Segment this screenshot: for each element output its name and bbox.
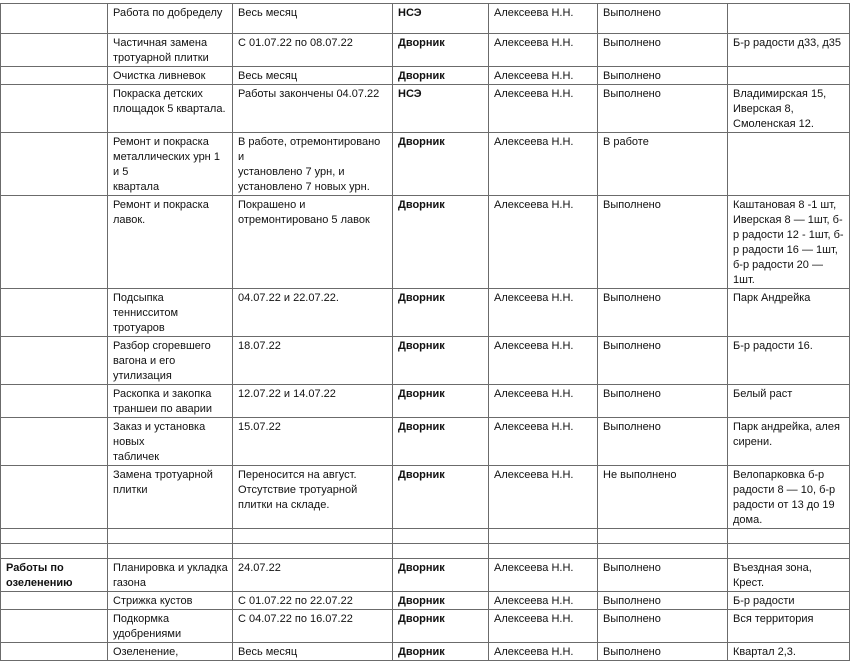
table-row: [1, 610, 850, 643]
section-cell: [1, 85, 108, 133]
period-cell: Переносится на август. Отсутствие тротуарной плитки на складе.: [233, 466, 393, 529]
table-row: [1, 592, 850, 610]
executor-cell: Дворник: [393, 592, 489, 610]
location-cell: Квартал 2,3.: [728, 643, 850, 661]
period-cell: В работе, отремонтировано и установлено 7 урн, и установлено 7 новых урн.: [233, 133, 393, 196]
table-row: [1, 289, 850, 337]
location-cell: Парк андрейка, алея сирени.: [728, 418, 850, 466]
period-cell: С 04.07.22 по 16.07.22: [233, 610, 393, 643]
work-report-table: [0, 3, 850, 661]
location-cell: Вся территория: [728, 610, 850, 643]
section-cell: [1, 544, 108, 559]
section-cell: [1, 337, 108, 385]
responsible-cell: Алексеева Н.Н.: [489, 643, 598, 661]
section-cell: [1, 592, 108, 610]
task-cell: Озеленение,: [108, 643, 233, 661]
status-cell: Выполнено: [598, 67, 728, 85]
executor-cell: Дворник: [393, 133, 489, 196]
status-cell: В работе: [598, 133, 728, 196]
task-cell: Подкормка удобрениями: [108, 610, 233, 643]
status-cell: Выполнено: [598, 337, 728, 385]
period-cell: С 01.07.22 по 22.07.22: [233, 592, 393, 610]
executor-cell: [393, 529, 489, 544]
table-row: [1, 337, 850, 385]
section-cell: [1, 4, 108, 34]
period-cell: 04.07.22 и 22.07.22.: [233, 289, 393, 337]
table-row: [1, 559, 850, 592]
period-cell: Работы закончены 04.07.22: [233, 85, 393, 133]
responsible-cell: Алексеева Н.Н.: [489, 4, 598, 34]
table-row: [1, 466, 850, 529]
task-cell: Очистка ливневок: [108, 67, 233, 85]
task-cell: Заказ и установка новых табличек: [108, 418, 233, 466]
period-cell: Покрашено и отремонтировано 5 лавок: [233, 196, 393, 289]
period-cell: Весь месяц: [233, 4, 393, 34]
executor-cell: Дворник: [393, 643, 489, 661]
section-cell: [1, 133, 108, 196]
executor-cell: [393, 544, 489, 559]
table-row: [1, 643, 850, 661]
location-cell: Белый раст: [728, 385, 850, 418]
location-cell: Въездная зона, Крест.: [728, 559, 850, 592]
task-cell: Замена тротуарной плитки: [108, 466, 233, 529]
status-cell: Выполнено: [598, 559, 728, 592]
status-cell: Выполнено: [598, 289, 728, 337]
task-cell: Подсыпка теннисситом тротуаров: [108, 289, 233, 337]
status-cell: Не выполнено: [598, 466, 728, 529]
task-cell: Планировка и укладка газона: [108, 559, 233, 592]
period-cell: 18.07.22: [233, 337, 393, 385]
executor-cell: Дворник: [393, 418, 489, 466]
section-cell: [1, 418, 108, 466]
section-cell: Работы по озеленению: [1, 559, 108, 592]
responsible-cell: Алексеева Н.Н.: [489, 385, 598, 418]
status-cell: Выполнено: [598, 196, 728, 289]
section-cell: [1, 385, 108, 418]
location-cell: [728, 67, 850, 85]
location-cell: Каштановая 8 -1 шт, Иверская 8 — 1шт, б- р радости 12 - 1шт, б- р радости 16 — 1шт, б-р радости 20 — 1шт.: [728, 196, 850, 289]
responsible-cell: Алексеева Н.Н.: [489, 289, 598, 337]
responsible-cell: Алексеева Н.Н.: [489, 466, 598, 529]
location-cell: [728, 133, 850, 196]
period-cell: Весь месяц: [233, 67, 393, 85]
executor-cell: Дворник: [393, 337, 489, 385]
executor-cell: Дворник: [393, 385, 489, 418]
responsible-cell: Алексеева Н.Н.: [489, 34, 598, 67]
status-cell: [598, 544, 728, 559]
period-cell: [233, 529, 393, 544]
status-cell: Выполнено: [598, 4, 728, 34]
section-cell: [1, 610, 108, 643]
executor-cell: Дворник: [393, 196, 489, 289]
location-cell: [728, 544, 850, 559]
location-cell: Владимирская 15, Иверская 8, Смоленская 12.: [728, 85, 850, 133]
section-cell: [1, 196, 108, 289]
task-cell: Работа по добределу: [108, 4, 233, 34]
table-row: [1, 133, 850, 196]
task-cell: Раскопка и закопка траншеи по аварии: [108, 385, 233, 418]
task-cell: Частичная замена тротуарной плитки: [108, 34, 233, 67]
location-cell: Б-р радости: [728, 592, 850, 610]
responsible-cell: [489, 529, 598, 544]
status-cell: [598, 529, 728, 544]
period-cell: Весь месяц: [233, 643, 393, 661]
task-cell: [108, 544, 233, 559]
responsible-cell: Алексеева Н.Н.: [489, 85, 598, 133]
task-cell: [108, 529, 233, 544]
table-row: [1, 529, 850, 544]
responsible-cell: Алексеева Н.Н.: [489, 337, 598, 385]
status-cell: Выполнено: [598, 643, 728, 661]
location-cell: [728, 4, 850, 34]
section-cell: [1, 67, 108, 85]
task-cell: Ремонт и покраска лавок.: [108, 196, 233, 289]
location-cell: Б-р радости д33, д35: [728, 34, 850, 67]
executor-cell: Дворник: [393, 289, 489, 337]
period-cell: 24.07.22: [233, 559, 393, 592]
location-cell: Велопарковка б-р радости 8 — 10, б-р радости от 13 до 19 дома.: [728, 466, 850, 529]
section-cell: [1, 466, 108, 529]
table-row: [1, 67, 850, 85]
status-cell: Выполнено: [598, 610, 728, 643]
section-cell: [1, 529, 108, 544]
responsible-cell: Алексеева Н.Н.: [489, 67, 598, 85]
executor-cell: Дворник: [393, 67, 489, 85]
responsible-cell: Алексеева Н.Н.: [489, 418, 598, 466]
table-row: [1, 196, 850, 289]
section-cell: [1, 289, 108, 337]
status-cell: Выполнено: [598, 418, 728, 466]
table-row: [1, 34, 850, 67]
table-row: [1, 418, 850, 466]
table-row: [1, 85, 850, 133]
period-cell: 15.07.22: [233, 418, 393, 466]
responsible-cell: Алексеева Н.Н.: [489, 133, 598, 196]
executor-cell: НСЭ: [393, 85, 489, 133]
task-cell: Стрижка кустов: [108, 592, 233, 610]
period-cell: 12.07.22 и 14.07.22: [233, 385, 393, 418]
responsible-cell: Алексеева Н.Н.: [489, 610, 598, 643]
responsible-cell: Алексеева Н.Н.: [489, 196, 598, 289]
responsible-cell: [489, 544, 598, 559]
responsible-cell: Алексеева Н.Н.: [489, 592, 598, 610]
location-cell: Б-р радости 16.: [728, 337, 850, 385]
task-cell: Разбор сгоревшего вагона и его утилизация: [108, 337, 233, 385]
executor-cell: Дворник: [393, 559, 489, 592]
status-cell: Выполнено: [598, 85, 728, 133]
location-cell: [728, 529, 850, 544]
table-row: [1, 544, 850, 559]
executor-cell: Дворник: [393, 610, 489, 643]
executor-cell: Дворник: [393, 34, 489, 67]
executor-cell: НСЭ: [393, 4, 489, 34]
task-cell: Покраска детских площадок 5 квартала.: [108, 85, 233, 133]
period-cell: С 01.07.22 по 08.07.22: [233, 34, 393, 67]
table-row: [1, 4, 850, 34]
status-cell: Выполнено: [598, 592, 728, 610]
executor-cell: Дворник: [393, 466, 489, 529]
task-cell: Ремонт и покраска металлических урн 1 и 5 квартала: [108, 133, 233, 196]
status-cell: Выполнено: [598, 34, 728, 67]
table-row: [1, 385, 850, 418]
responsible-cell: Алексеева Н.Н.: [489, 559, 598, 592]
status-cell: Выполнено: [598, 385, 728, 418]
section-cell: [1, 34, 108, 67]
location-cell: Парк Андрейка: [728, 289, 850, 337]
period-cell: [233, 544, 393, 559]
section-cell: [1, 643, 108, 661]
